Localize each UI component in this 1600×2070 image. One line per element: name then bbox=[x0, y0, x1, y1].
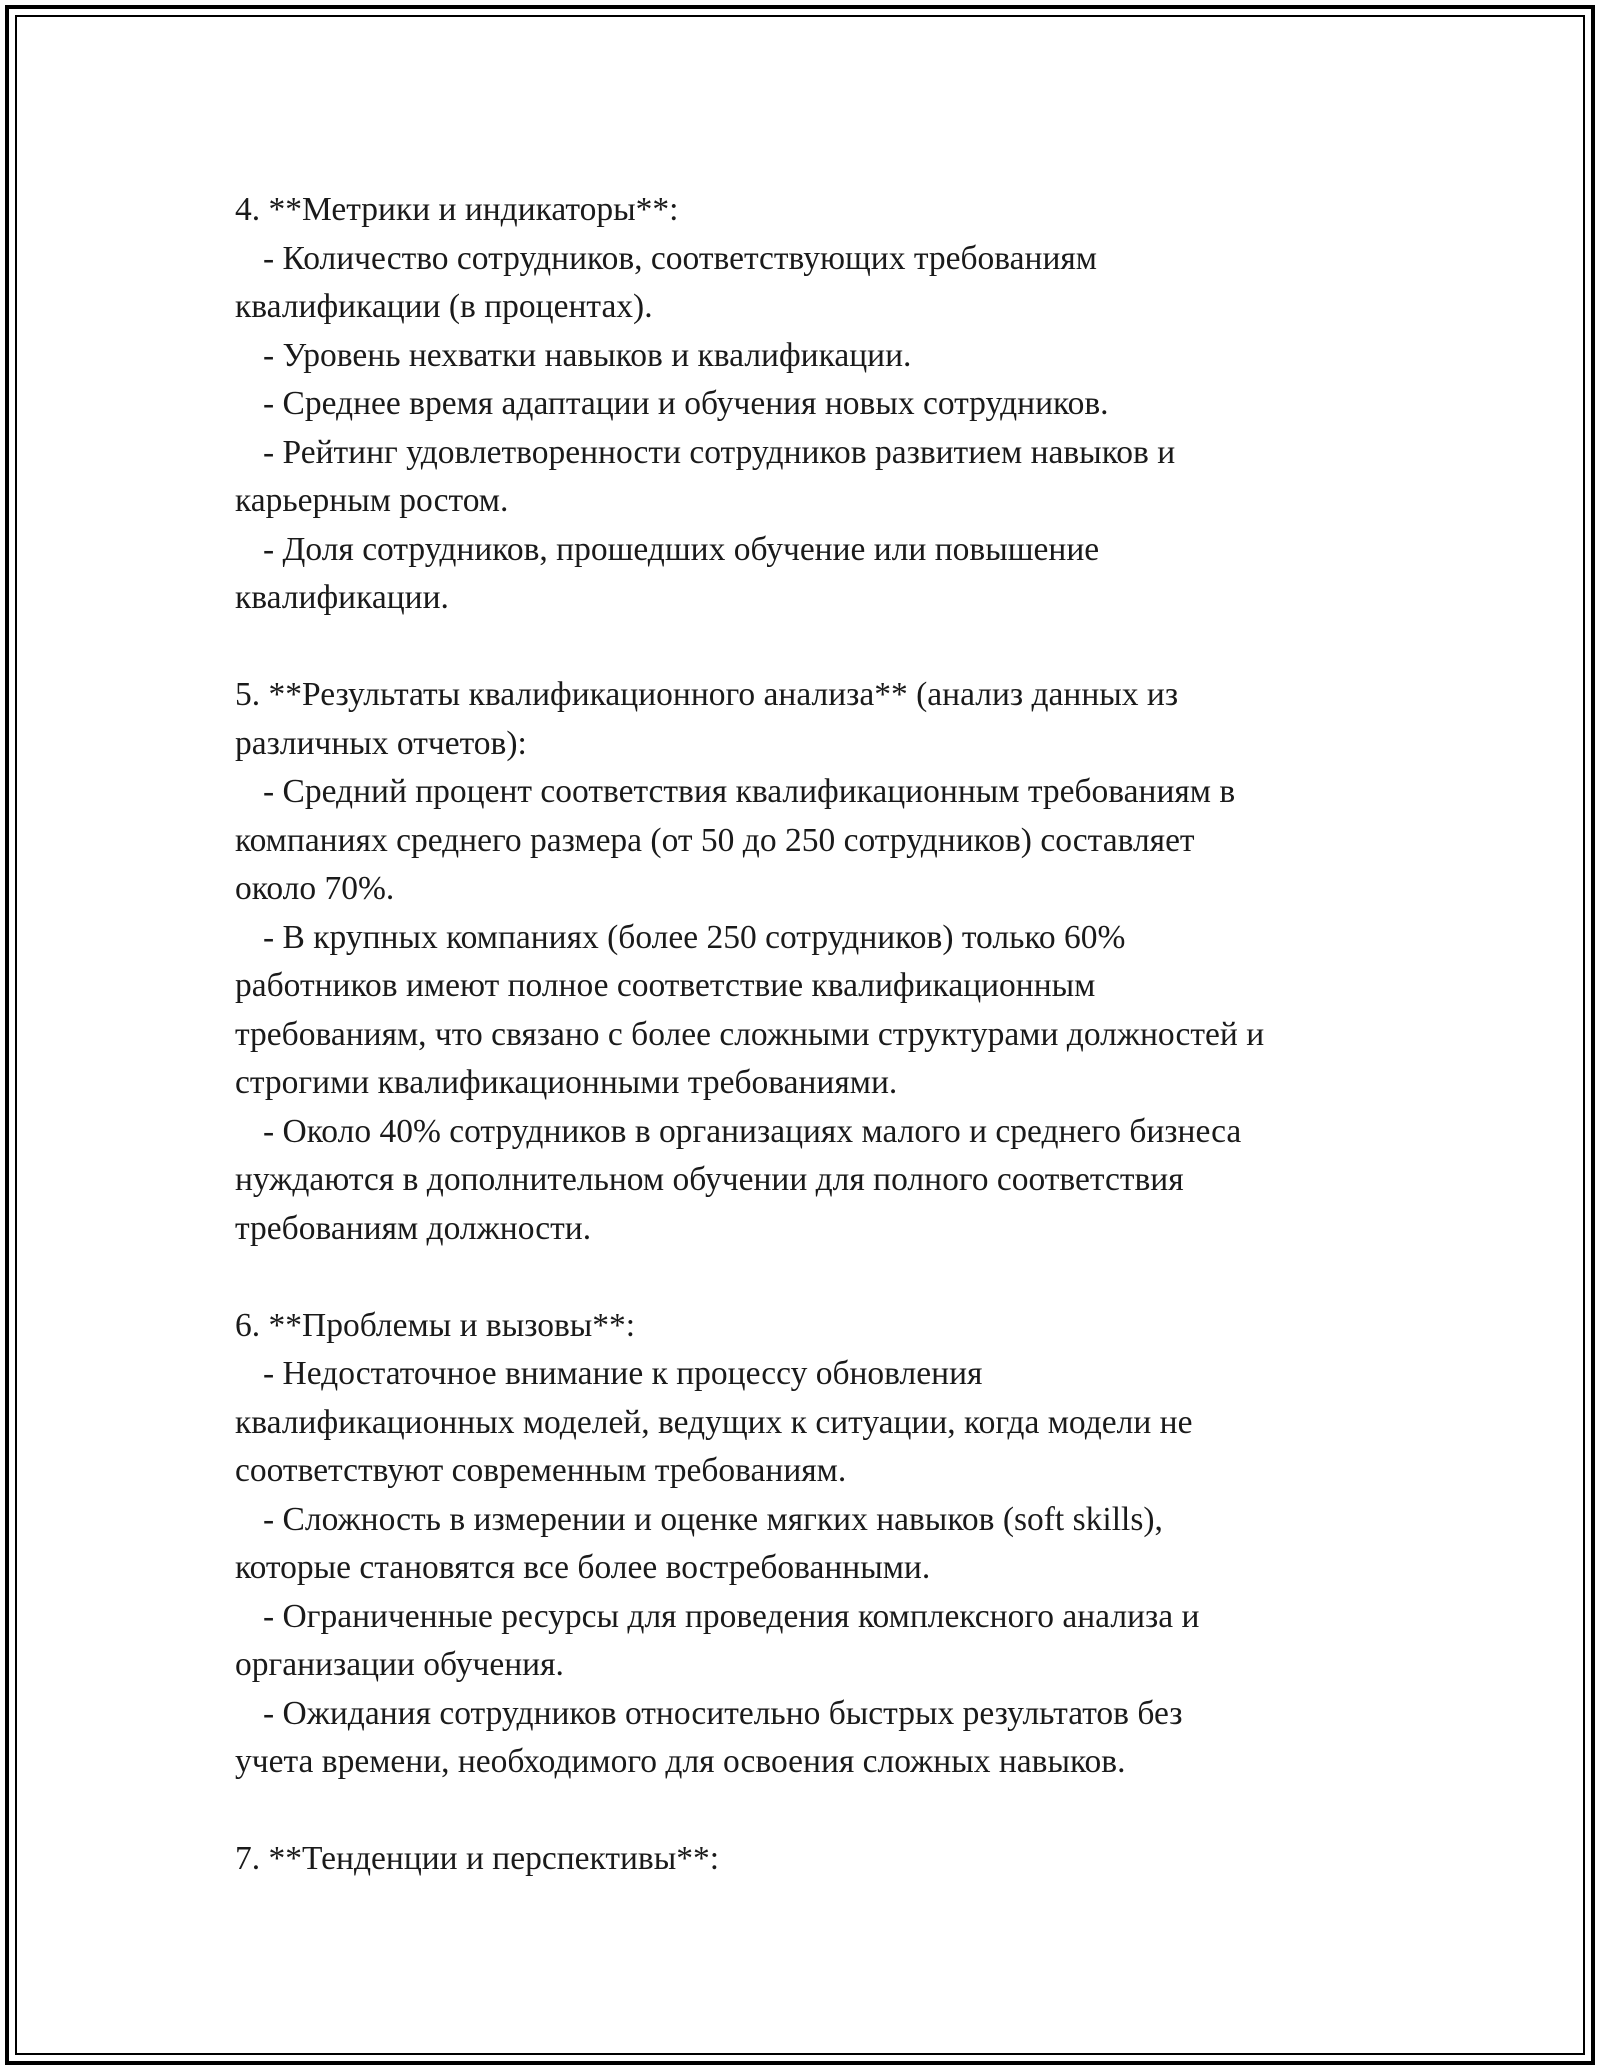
text-line: - Среднее время адаптации и обучения новых сотрудников. bbox=[263, 385, 1109, 422]
text-line: около 70%. bbox=[235, 870, 395, 907]
text-line: - Доля сотрудников, прошедших обучение или повышение bbox=[263, 530, 1100, 568]
text-line: - Количество сотрудников, соответствующих требованиям bbox=[263, 239, 1097, 277]
blank-line bbox=[235, 1787, 1385, 1836]
text-line: - Около 40% сотрудников в организациях малого и среднего бизнеса bbox=[263, 1112, 1242, 1150]
text-line: работников имеют полное соответствие квалификационным bbox=[235, 967, 1096, 1004]
text-line: строгими квалификационными требованиями. bbox=[235, 1064, 898, 1101]
text-line: - В крупных компаниях (более 250 сотрудников) только 60% bbox=[263, 918, 1126, 956]
text-line: различных отчетов): bbox=[235, 724, 527, 762]
text-line: 4. **Метрики и индикаторы**: bbox=[235, 191, 679, 228]
text-line: 6. **Проблемы и вызовы**: bbox=[235, 1306, 636, 1344]
text-line: - Недостаточное внимание к процессу обновления bbox=[263, 1355, 983, 1392]
text-line: нуждаются в дополнительном обучении для полного соответствия bbox=[235, 1161, 1184, 1198]
text-line: - Ожидания сотрудников относительно быстрых результатов без bbox=[263, 1694, 1183, 1732]
text-line: - Ограниченные ресурсы для проведения комплексного анализа и bbox=[263, 1597, 1200, 1635]
text-line: учета времени, необходимого для освоения сложных навыков. bbox=[235, 1743, 1126, 1780]
document-body bbox=[235, 186, 1385, 1884]
text-line: квалификационных моделей, ведущих к ситуации, когда модели не bbox=[235, 1403, 1193, 1441]
text-line: соответствуют современным требованиям. bbox=[235, 1452, 847, 1489]
text-line: - Уровень нехватки навыков и квалификации. bbox=[263, 336, 912, 374]
text-line: квалификации. bbox=[235, 579, 449, 616]
text-line: - Рейтинг удовлетворенности сотрудников развитием навыков и bbox=[263, 433, 1176, 471]
text-line: которые становятся все более востребованными. bbox=[235, 1549, 931, 1586]
text-line: компаниях среднего размера (от 50 до 250 сотрудников) составляет bbox=[235, 821, 1195, 859]
text-line: карьерным ростом. bbox=[235, 482, 509, 519]
blank-line bbox=[235, 1253, 1385, 1302]
blank-line bbox=[235, 623, 1385, 672]
text-line: 5. **Результаты квалификационного анализа** (анализ данных из bbox=[235, 676, 1179, 713]
text-line: - Сложность в измерении и оценке мягких навыков (soft skills), bbox=[263, 1500, 1163, 1538]
text-line: требованиям, что связано с более сложными структурами должностей и bbox=[235, 1015, 1265, 1053]
text-line: организации обучения. bbox=[235, 1646, 564, 1683]
text-line: 7. **Тенденции и перспективы**: bbox=[235, 1840, 720, 1877]
text-line: квалификации (в процентах). bbox=[235, 288, 653, 325]
text-line: - Средний процент соответствия квалификационным требованиям в bbox=[263, 773, 1236, 810]
text-line: требованиям должности. bbox=[235, 1209, 592, 1247]
